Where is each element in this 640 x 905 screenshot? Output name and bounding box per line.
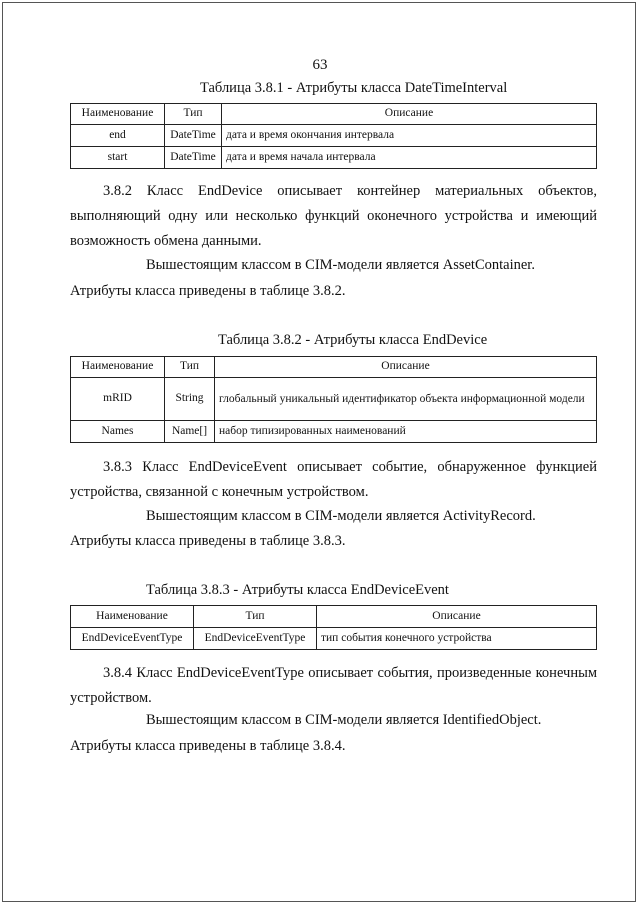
table-row (71, 378, 597, 421)
table-3-8-3 (70, 605, 597, 650)
cell-description: глобальный уникальный идентификатор объекта информационной модели (215, 378, 597, 421)
header-description: Описание (317, 606, 597, 628)
cell-description: дата и время окончания интервала (222, 125, 597, 147)
cell-name: end (71, 125, 165, 147)
attributes-ref-3-8-2: Атрибуты класса приведены в таблице 3.8.2. (70, 283, 346, 299)
table-row (71, 125, 597, 147)
header-description: Описание (215, 357, 597, 378)
paragraph-3-8-3: 3.8.3 Класс EndDeviceEvent описывает событие, обнаруженное функцией устройства, связанной с конечным устройством. (70, 459, 597, 500)
cell-description: набор типизированных наименований (215, 421, 597, 443)
cell-type: String (165, 378, 215, 421)
header-name: Наименование (71, 606, 194, 628)
header-description: Описание (222, 104, 597, 125)
header-type: Тип (194, 606, 317, 628)
attributes-ref-3-8-3: Атрибуты класса приведены в таблице 3.8.3. (70, 533, 346, 549)
cell-type: DateTime (165, 147, 222, 169)
header-type: Тип (165, 104, 222, 125)
table-3-8-1 (70, 103, 597, 169)
table-header-row (71, 104, 597, 125)
paragraph-3-8-4: 3.8.4 Класс EndDeviceEventType описывает события, произведенные конечным устройством. (70, 665, 597, 706)
table-caption-3-8-3: Таблица 3.8.3 - Атрибуты класса EndDeviceEvent (146, 582, 449, 598)
table-row (71, 421, 597, 443)
cell-type: EndDeviceEventType (194, 628, 317, 650)
header-name: Наименование (71, 357, 165, 378)
table-3-8-2 (70, 356, 597, 443)
header-name: Наименование (71, 104, 165, 125)
parent-class-3-8-4: Вышестоящим классом в CIM-модели является IdentifiedObject. (146, 712, 542, 728)
cell-name: mRID (71, 378, 165, 421)
cell-name: Names (71, 421, 165, 443)
cell-description: тип события конечного устройства (317, 628, 597, 650)
table-row (71, 147, 597, 169)
cell-name: start (71, 147, 165, 169)
cell-description: дата и время начала интервала (222, 147, 597, 169)
page-number: 63 (312, 57, 328, 73)
parent-class-3-8-3: Вышестоящим классом в CIM-модели является ActivityRecord. (146, 508, 536, 524)
header-type: Тип (165, 357, 215, 378)
cell-type: Name[] (165, 421, 215, 443)
paragraph-3-8-2: 3.8.2 Класс EndDevice описывает контейнер материальных объектов, выполняющий одну или несколько функций оконечного устройства и имеющий возможность обмена данными. (70, 183, 597, 249)
table-header-row (71, 357, 597, 378)
table-caption-3-8-2: Таблица 3.8.2 - Атрибуты класса EndDevice (218, 332, 488, 348)
cell-type: DateTime (165, 125, 222, 147)
table-caption-3-8-1: Таблица 3.8.1 - Атрибуты класса DateTimeInterval (200, 80, 508, 96)
table-row (71, 628, 597, 650)
attributes-ref-3-8-4: Атрибуты класса приведены в таблице 3.8.4. (70, 738, 346, 754)
cell-name: EndDeviceEventType (71, 628, 194, 650)
parent-class-3-8-2: Вышестоящим классом в CIM-модели является AssetContainer. (146, 257, 535, 273)
table-header-row (71, 606, 597, 628)
